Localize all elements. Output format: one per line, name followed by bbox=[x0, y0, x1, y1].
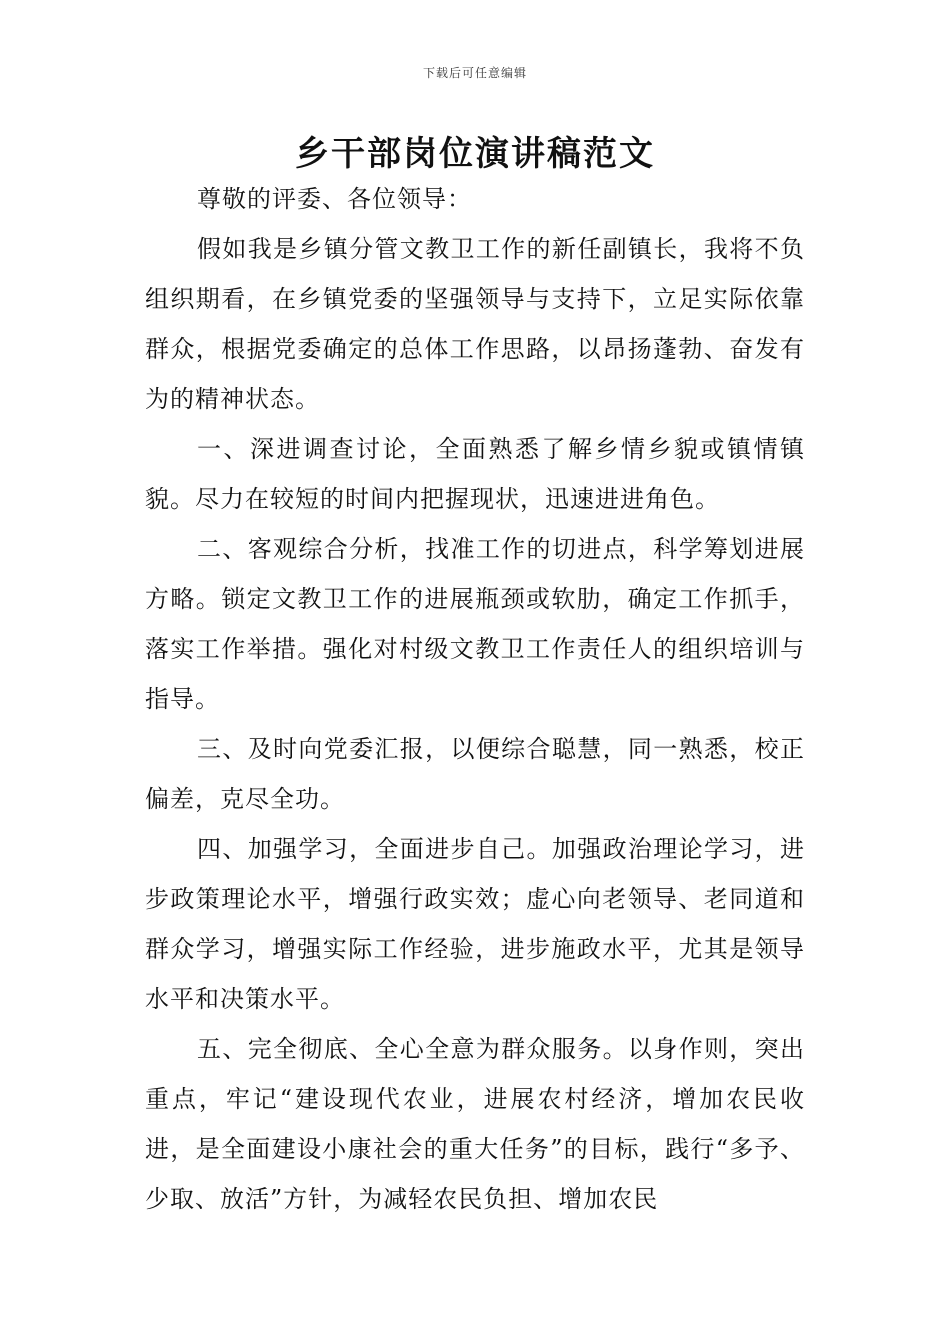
intro-paragraph: 假如我是乡镇分管文教卫工作的新任副镇长，我将不负组织期看，在乡镇党委的坚强领导与支持下，立足实际依靠群众，根据党委确定的总体工作思路，以昂扬蓬勃、奋发有为的精神状态。 bbox=[145, 235, 805, 413]
point-two-paragraph: 二、客观综合分析，找准工作的切进点，科学筹划进展方略。锁定文教卫工作的进展瓶颈或软肋，确定工作抓手，落实工作举措。强化对村级文教卫工作责任人的组织培训与指导。 bbox=[145, 535, 805, 713]
salutation-paragraph: 尊敬的评委、各位领导： bbox=[197, 185, 472, 213]
point-three-paragraph: 三、及时向党委汇报，以便综合聪慧，同一熟悉，校正偏差，克尽全功。 bbox=[145, 735, 805, 813]
point-four-paragraph: 四、加强学习，全面进步自己。加强政治理论学习，进步政策理论水平，增强行政实效；虚心向老领导、老同道和群众学习，增强实际工作经验，进步施政水平，尤其是领导水平和决策水平。 bbox=[145, 835, 805, 1013]
point-five-paragraph: 五、完全彻底、全心全意为群众服务。以身作则，突出重点，牢记“建设现代农业，进展农村经济，增加农民收进，是全面建设小康社会的重大任务”的目标，践行“多予、少取、放活”方针，为减轻农民负担、增加农民 bbox=[145, 1035, 805, 1213]
page-header-note: 下载后可任意编辑 bbox=[422, 66, 527, 80]
document-title: 乡干部岗位演讲稿范文 bbox=[295, 134, 655, 174]
document-body bbox=[145, 174, 805, 1224]
point-one-paragraph: 一、深进调查讨论，全面熟悉了解乡情乡貌或镇情镇貌。尽力在较短的时间内把握现状，迅速进进角色。 bbox=[145, 435, 805, 513]
